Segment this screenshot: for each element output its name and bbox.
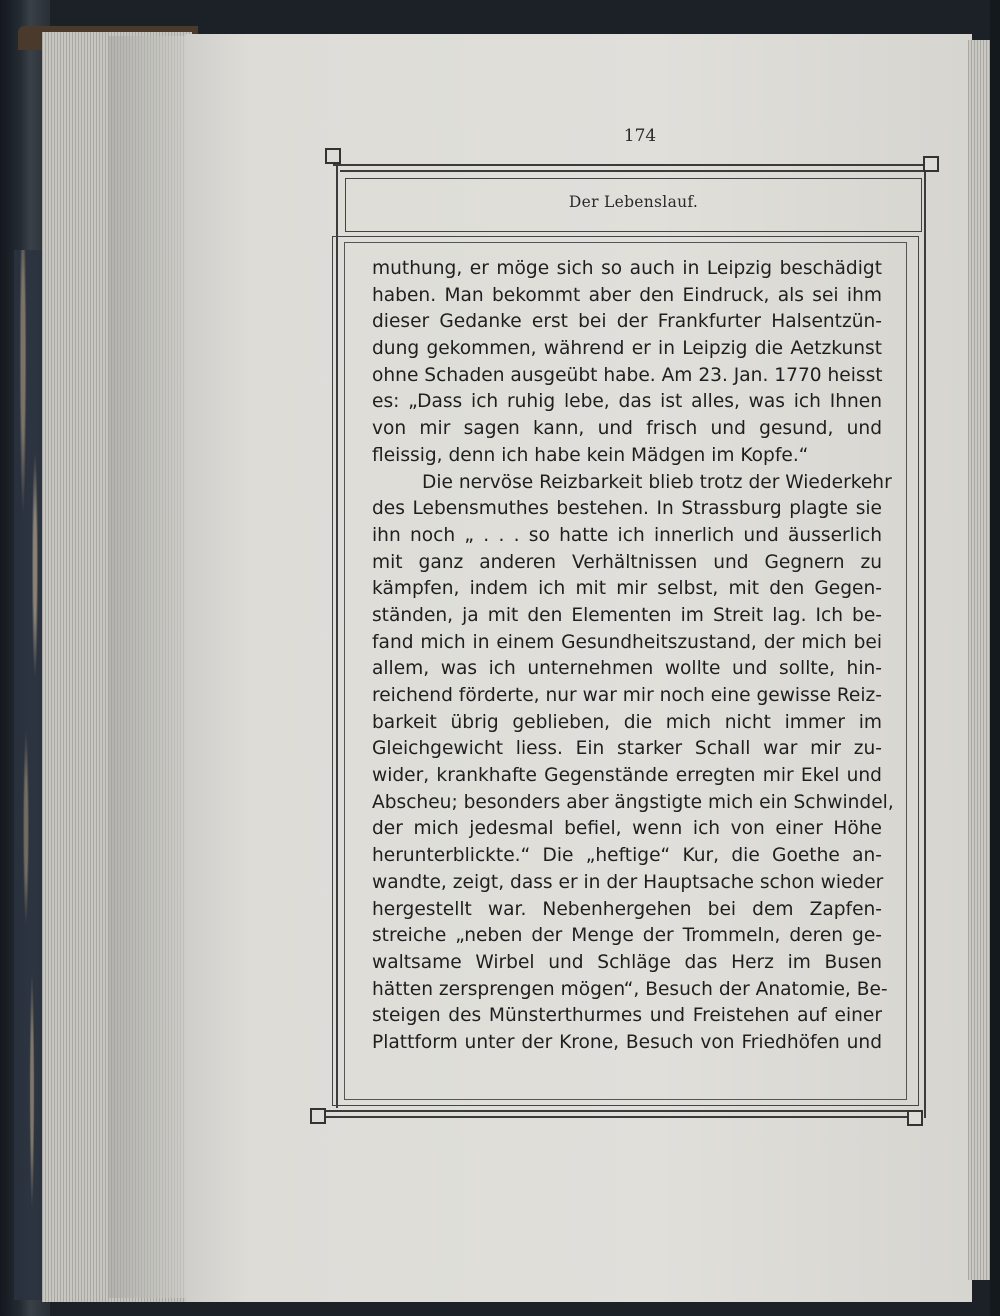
text-line: allem, was ich unternehmen wollte und sollte, hin- xyxy=(372,658,882,680)
text-line: es: „Dass ich ruhig lebe, das ist alles, was ich Ihnen xyxy=(372,391,882,413)
text-line: Abscheu; besonders aber ängstigte mich ein Schwindel, xyxy=(372,791,894,813)
running-head-box xyxy=(345,178,922,232)
text-line: ständen, ja mit den Elementen im Streit lag. Ich be- xyxy=(372,604,882,626)
text-line: kämpfen, indem ich mit mir selbst, mit den Gegen- xyxy=(372,578,882,600)
text-line: streiche „neben der Menge der Trommeln, deren ge- xyxy=(372,925,882,947)
text-line: waltsame Wirbel und Schläge das Herz im Busen xyxy=(372,951,882,973)
running-head: Der Lebenslauf. xyxy=(568,193,699,211)
text-line: fleissig, denn ich habe kein Mädgen im Kopfe.“ xyxy=(372,444,809,466)
text-line: mit ganz anderen Verhältnissen und Gegnern zu xyxy=(372,551,882,573)
text-line: muthung, er möge sich so auch in Leipzig beschädigt xyxy=(372,258,882,279)
text-line: wider, krankhafte Gegenstände erregten mir Ekel und xyxy=(372,765,882,787)
frame-right-line xyxy=(924,168,926,1118)
text-line: hätten zersprengen mögen“, Besuch der Anatomie, Be- xyxy=(372,978,888,1000)
marbled-edge xyxy=(14,250,44,1300)
text-line: von mir sagen kann, und frisch und gesund, und xyxy=(372,418,882,440)
text-line: des Lebensmuthes bestehen. In Strassburg plagte sie xyxy=(372,498,882,520)
text-line: der mich jedesmal befiel, wenn ich von einer Höhe xyxy=(372,818,882,840)
frame-bottom-line xyxy=(317,1110,917,1112)
text-line: haben. Man bekommt aber den Eindruck, als sei ihm xyxy=(372,284,882,306)
text-line: ohne Schaden ausgeübt habe. Am 23. Jan. 1770 heisst xyxy=(372,364,883,386)
text-line: ihn noch „ . . . so hatte ich innerlich und äusserlich xyxy=(372,524,882,546)
text-line: fand mich in einem Gesundheitszustand, der mich bei xyxy=(372,631,882,653)
frame-top-line xyxy=(333,164,931,166)
body-text xyxy=(372,256,894,1057)
text-line: Gleichgewicht liess. Ein starker Schall war mir zu- xyxy=(372,738,882,760)
text-line: dieser Gedanke erst bei der Frankfurter Halsentzün- xyxy=(372,311,882,333)
frame-corner-bottom-right xyxy=(907,1110,923,1126)
text-line: hergestellt war. Nebenhergehen bei dem Zapfen- xyxy=(372,898,882,920)
text-line: Plattform unter der Krone, Besuch von Friedhöfen und xyxy=(372,1031,882,1053)
frame-bottom-line-inner xyxy=(325,1116,921,1118)
frame-corner-bottom-left xyxy=(310,1108,326,1124)
text-line: steigen des Münsterthurmes und Freistehen auf einer xyxy=(372,1005,882,1027)
frame-corner-top-right xyxy=(923,156,939,172)
text-line: herunterblickte.“ Die „heftige“ Kur, die Goethe an- xyxy=(372,845,882,867)
page-gutter xyxy=(108,36,188,1298)
text-line: reichend förderte, nur war mir noch eine gewisse Reiz- xyxy=(372,685,882,706)
book-cover-right xyxy=(990,0,1000,1316)
text-line: Die nervöse Reizbarkeit blieb trotz der Wiederkehr xyxy=(422,471,892,493)
text-line: barkeit übrig geblieben, die mich nicht immer im xyxy=(372,711,882,733)
frame-top-line-inner xyxy=(340,170,924,172)
text-line: wandte, zeigt, dass er in der Hauptsache schon wieder xyxy=(372,871,884,893)
frame-corner-top-left xyxy=(325,148,341,164)
page-number: 174 xyxy=(623,126,657,146)
text-line: dung gekommen, während er in Leipzig die Aetzkunst xyxy=(372,338,882,360)
